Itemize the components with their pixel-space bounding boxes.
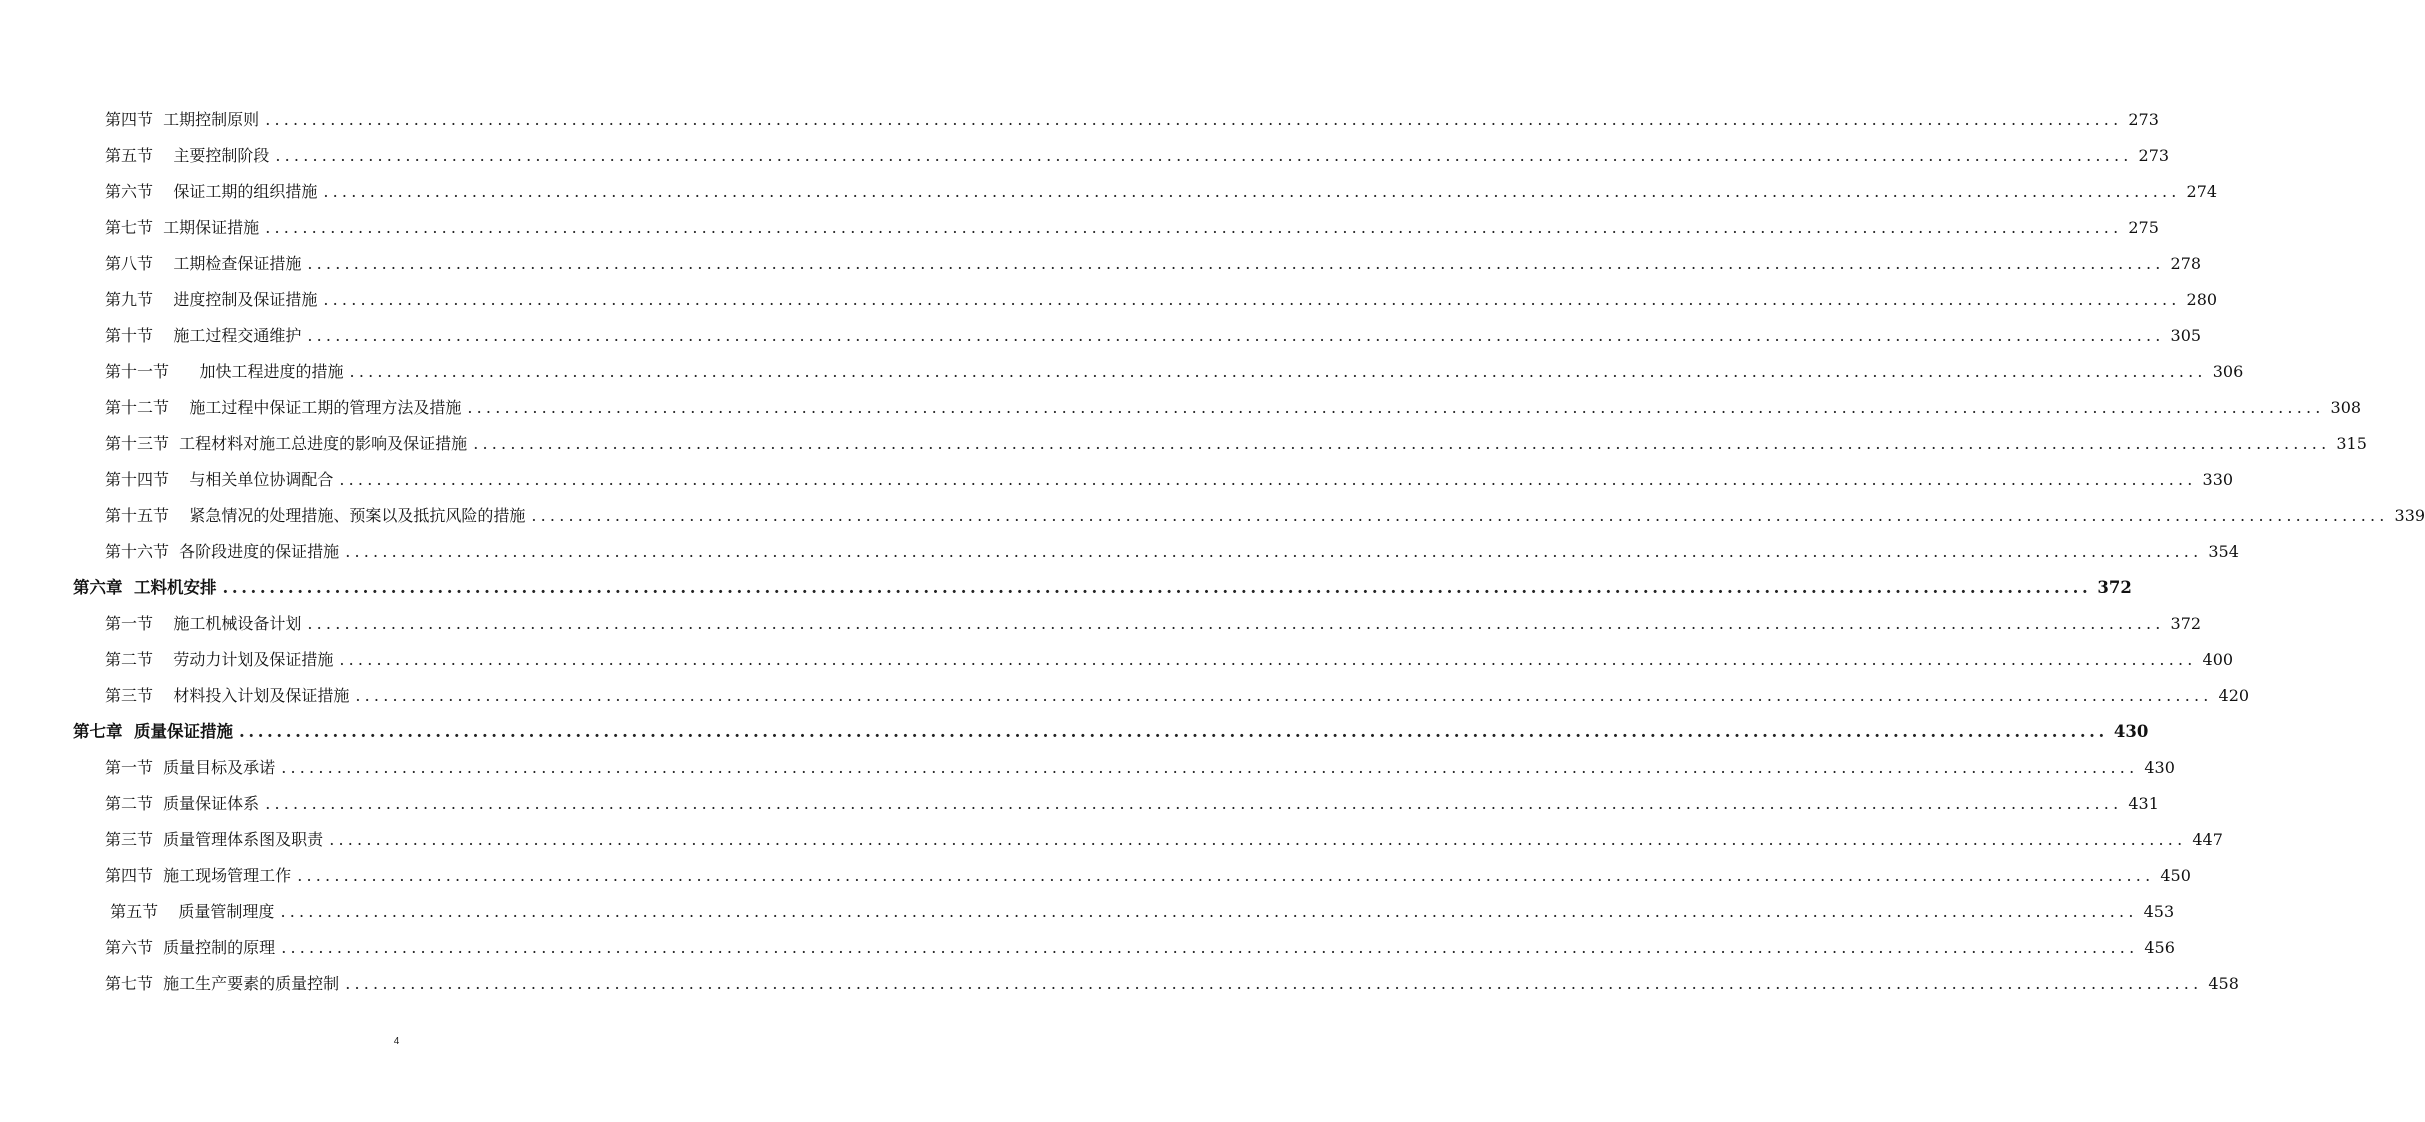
toc-section-entry[interactable] [105,752,2175,778]
toc-entry-page-number: 280 [2186,290,2218,309]
toc-entry-page-number: 400 [2202,650,2234,669]
dot-leader: ........................................................................................................................................................................................................ [323,182,2181,201]
dot-leader: ........................................................................................................................................................................................................ [281,758,2139,777]
toc-entry-label: 第二节 劳动力计划及保证措施 [105,650,334,669]
dot-leader: ........................................................................................................................................................................................................ [307,614,2165,633]
dot-leader: ........................................................................................................................................................................................................ [345,542,2203,561]
toc-entry-page-number: 430 [2144,758,2175,777]
toc-entry-label: 第一节 施工机械设备计划 [105,614,302,633]
toc-entry-label: 第十六节 各阶段进度的保证措施 [105,542,340,561]
toc-entry-label: 第十五节 紧急情况的处理措施、预案以及抵抗风险的措施 [105,506,526,525]
toc-entry-page-number: 447 [2192,830,2223,849]
toc-entry-label: 第二节 质量保证体系 [105,794,260,813]
dot-leader: ........................................................................................................................................................................................................ [297,866,2155,885]
toc-entry-label: 第十一节 加快工程进度的措施 [105,362,344,381]
toc-section-entry[interactable] [105,860,2191,886]
dot-leader: ........................................................................................................................................................................................................ [345,974,2203,993]
toc-entry-page-number: 273 [2128,110,2159,129]
toc-entry-label: 第九节 进度控制及保证措施 [105,290,318,309]
toc-entry-label: 第四节 施工现场管理工作 [105,866,292,885]
toc-entry-label: 第五节 质量管制理度 [105,902,275,921]
toc-section-entry[interactable] [105,968,2239,994]
toc-section-entry[interactable] [105,824,2223,850]
toc-entry-label: 第一节 质量目标及承诺 [105,758,276,777]
dot-leader: ........................................................................................................................................................................................................ [467,398,2325,417]
dot-leader: ........................................................................................................................................................................................................ [307,254,2165,273]
dot-leader: ........................................................................................................................................................................................................ [281,938,2139,957]
toc-entry-label: 第七节 施工生产要素的质量控制 [105,974,340,993]
toc-section-entry[interactable] [105,608,2202,634]
toc-entry-label: 第十节 施工过程交通维护 [105,326,302,345]
dot-leader: ........................................................................................................................................................................................................ [339,650,2197,669]
dot-leader: ........................................................................................................................................................................................................ [280,902,2138,921]
toc-entry-page-number: 308 [2330,398,2362,417]
toc-section-entry[interactable] [105,140,2170,166]
toc-section-entry[interactable] [105,392,2362,418]
toc-section-entry[interactable] [105,932,2175,958]
toc-section-entry[interactable] [105,896,2175,922]
toc-entry-label: 第七章 质量保证措施 [73,722,233,741]
toc-entry-page-number: 273 [2138,146,2170,165]
dot-leader: ........................................................................................................................................................................................................ [349,362,2207,381]
toc-entry-label: 第六节 保证工期的组织措施 [105,182,318,201]
toc-entry-page-number: 431 [2128,794,2159,813]
toc-entry-label: 第四节 工期控制原则 [105,110,260,129]
toc-entry-label: 第十二节 施工过程中保证工期的管理方法及措施 [105,398,462,417]
toc-section-entry[interactable] [105,464,2234,490]
dot-leader: ........................................................................................................................................................................................................ [323,290,2181,309]
toc-entry-label: 第三节 材料投入计划及保证措施 [105,686,350,705]
toc-entry-page-number: 274 [2186,182,2218,201]
dot-leader: ........................................................................................................................................................................................................ [239,722,2108,741]
toc-entry-page-number: 453 [2143,902,2175,921]
toc-section-entry[interactable] [105,284,2218,310]
toc-entry-page-number: 330 [2202,470,2234,489]
toc-section-entry[interactable] [105,644,2234,670]
toc-section-entry[interactable] [105,356,2244,382]
toc-entry-page-number: 275 [2128,218,2159,237]
dot-leader: ........................................................................................................................................................................................................ [265,794,2123,813]
toc-entry-page-number: 450 [2160,866,2191,885]
toc-entry-label: 第六章 工料机安排 [73,578,217,597]
toc-section-entry[interactable] [105,176,2218,202]
toc-section-entry[interactable] [105,680,2250,706]
toc-entry-page-number: 372 [2097,578,2132,597]
dot-leader: ........................................................................................................................................................................................................ [473,434,2331,453]
toc-entry-page-number: 306 [2212,362,2244,381]
dot-leader: ........................................................................................................................................................................................................ [222,578,2092,597]
toc-entry-label: 第十三节 工程材料对施工总进度的影响及保证措施 [105,434,468,453]
toc-chapter-entry[interactable] [73,716,2149,742]
toc-entry-page-number: 456 [2144,938,2175,957]
toc-section-entry[interactable] [105,320,2202,346]
toc-entry-label: 第五节 主要控制阶段 [105,146,270,165]
toc-entry-page-number: 305 [2170,326,2202,345]
dot-leader: ........................................................................................................................................................................................................ [531,506,2389,525]
toc-entry-page-number: 458 [2208,974,2239,993]
toc-entry-page-number: 315 [2336,434,2367,453]
toc-entry-label: 第三节 质量管理体系图及职责 [105,830,324,849]
toc-entry-page-number: 420 [2218,686,2250,705]
dot-leader: ........................................................................................................................................................................................................ [265,110,2123,129]
toc-entry-page-number: 339 [2394,506,2425,525]
toc-entry-page-number: 372 [2170,614,2202,633]
toc-section-entry[interactable] [105,248,2202,274]
toc-section-entry[interactable] [105,212,2159,238]
toc-entry-label: 第十四节 与相关单位协调配合 [105,470,334,489]
toc-entry-page-number: 430 [2113,722,2149,741]
toc-section-entry[interactable] [105,104,2159,130]
toc-section-entry[interactable] [105,428,2367,454]
page-number: 4 [393,1036,400,1047]
toc-entry-page-number: 354 [2208,542,2239,561]
toc-section-entry[interactable] [105,500,2425,526]
dot-leader: ........................................................................................................................................................................................................ [265,218,2123,237]
toc-entry-label: 第八节 工期检查保证措施 [105,254,302,273]
toc-entry-page-number: 278 [2170,254,2202,273]
dot-leader: ........................................................................................................................................................................................................ [329,830,2187,849]
dot-leader: ........................................................................................................................................................................................................ [275,146,2133,165]
toc-section-entry[interactable] [105,788,2159,814]
dot-leader: ........................................................................................................................................................................................................ [307,326,2165,345]
toc-entry-label: 第六节 质量控制的原理 [105,938,276,957]
toc-chapter-entry[interactable] [73,572,2132,598]
toc-entry-label: 第七节 工期保证措施 [105,218,260,237]
dot-leader: ........................................................................................................................................................................................................ [339,470,2197,489]
toc-section-entry[interactable] [105,536,2239,562]
dot-leader: ........................................................................................................................................................................................................ [355,686,2213,705]
